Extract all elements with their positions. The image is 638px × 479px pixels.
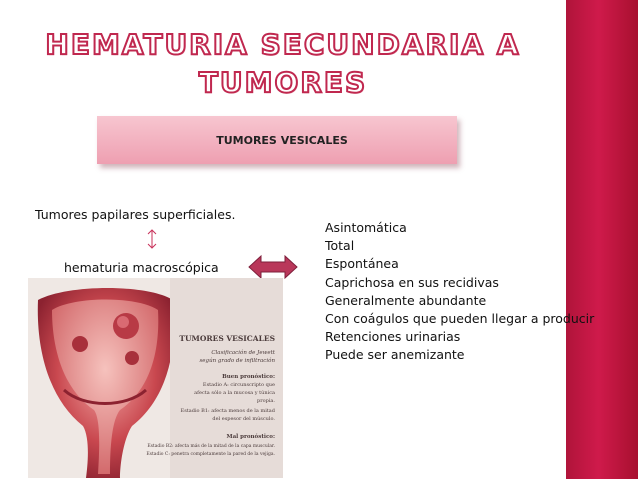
up-down-arrow-icon bbox=[146, 228, 158, 250]
hematuria-text: hematuria macroscópica bbox=[64, 260, 219, 275]
feature-item: Asintomática bbox=[325, 220, 407, 235]
slide-title-line-1: HEMATURIA SECUNDARIA A bbox=[45, 28, 521, 61]
figure-line: Estadio A: circunscripto que bbox=[202, 382, 275, 388]
figure-line: Buen pronóstico: bbox=[222, 374, 275, 380]
hematuria-features-list bbox=[325, 219, 594, 365]
feature-item: Caprichosa en sus recidivas bbox=[325, 274, 499, 290]
papillary-tumors-text: Tumores papilares superficiales. bbox=[35, 207, 236, 222]
tumores-vesicales-label: TUMORES VESICALES bbox=[216, 133, 348, 147]
figure-heading: TUMORES VESICALES bbox=[179, 334, 275, 343]
feature-item: Con coágulos que pueden llegar a producir bbox=[325, 311, 595, 327]
feature-item: Generalmente abundante bbox=[325, 292, 487, 308]
feature-item: Espontánea bbox=[325, 256, 399, 272]
figure-line: propia. bbox=[257, 398, 275, 404]
feature-item: Puede ser anemizante bbox=[325, 347, 465, 363]
feature-item: Retenciones urinarias bbox=[325, 329, 461, 345]
figure-line: del espesor del músculo. bbox=[212, 416, 275, 422]
figure-line: Estadio C: penetra completamente la pared de la vejiga. bbox=[146, 452, 275, 457]
feature-item: Total bbox=[325, 238, 355, 254]
bladder-tumor-illustration bbox=[28, 278, 283, 478]
slide-title-line-2: TUMORES bbox=[198, 66, 368, 99]
figure-line: Mal pronóstico: bbox=[226, 434, 275, 440]
figure-line: Estadio B2: afecta más de la mitad de la capa muscular. bbox=[147, 444, 275, 449]
figure-line: afecta sólo a la mucosa y túnica bbox=[194, 390, 275, 396]
figure-line: Clasificación de Jewett bbox=[211, 350, 275, 356]
tumores-vesicales-box bbox=[97, 116, 457, 164]
left-right-arrow-icon bbox=[248, 254, 298, 280]
figure-line: según grado de infiltración bbox=[199, 358, 275, 364]
figure-line: Estadio B1: afecta menos de la mitad bbox=[180, 408, 275, 414]
